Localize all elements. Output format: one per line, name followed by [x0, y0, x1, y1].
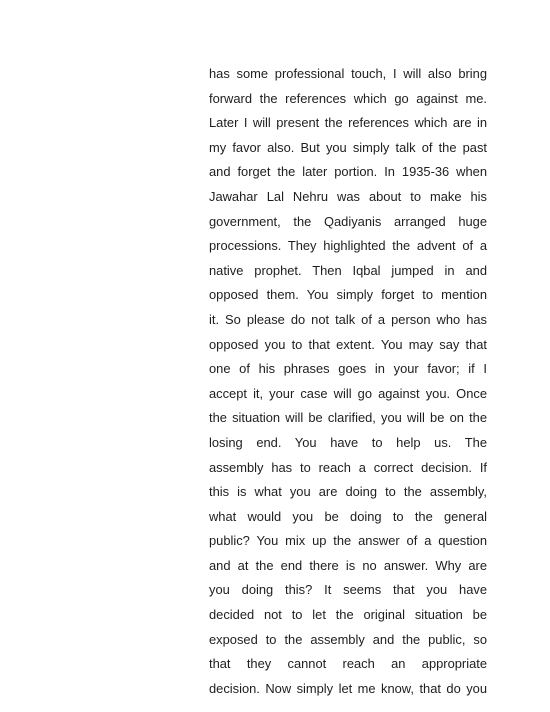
text-line: losing end. You have to help us. The	[209, 434, 487, 450]
text-line: it. So please do not talk of a person who has	[209, 311, 487, 327]
text-line: my favor also. But you simply talk of the past	[209, 139, 487, 155]
text-line: and at the end there is no answer. Why are	[209, 557, 487, 573]
text-line: this is what you are doing to the assembly,	[209, 484, 487, 500]
text-line: opposed them. You simply forget to mention	[209, 287, 487, 303]
text-line: exposed to the assembly and the public, so	[209, 631, 487, 647]
text-line: one of his phrases goes in your favor; if I	[209, 361, 487, 377]
text-line: and forget the later portion. In 1935-36 when	[209, 164, 487, 180]
text-line: opposed you to that extent. You may say that	[209, 336, 487, 352]
text-line: you doing this? It seems that you have	[209, 582, 487, 598]
text-line: accept it, your case will go against you. Once	[209, 385, 487, 401]
text-line: the situation will be clarified, you will be on the	[209, 410, 487, 426]
text-line: decided not to let the original situation be	[209, 607, 487, 623]
text-line: Later I will present the references which are in	[209, 115, 487, 131]
text-line: has some professional touch, I will also bring	[209, 66, 487, 81]
text-line: assembly has to reach a correct decision. If	[209, 459, 487, 475]
text-line: public? You mix up the answer of a question	[209, 533, 487, 549]
text-line: processions. They highlighted the advent of a	[209, 238, 487, 254]
text-line: decision. Now simply let me know, that do you	[209, 680, 487, 696]
text-line: what would you be doing to the general	[209, 508, 487, 524]
text-line: native prophet. Then Iqbal jumped in and	[209, 262, 487, 278]
text-line: government, the Qadiyanis arranged huge	[209, 213, 487, 229]
body-text	[209, 62, 487, 701]
text-line: that they cannot reach an appropriate	[209, 656, 487, 672]
text-line: Jawahar Lal Nehru was about to make his	[209, 188, 487, 204]
text-line: forward the references which go against me.	[209, 90, 487, 106]
